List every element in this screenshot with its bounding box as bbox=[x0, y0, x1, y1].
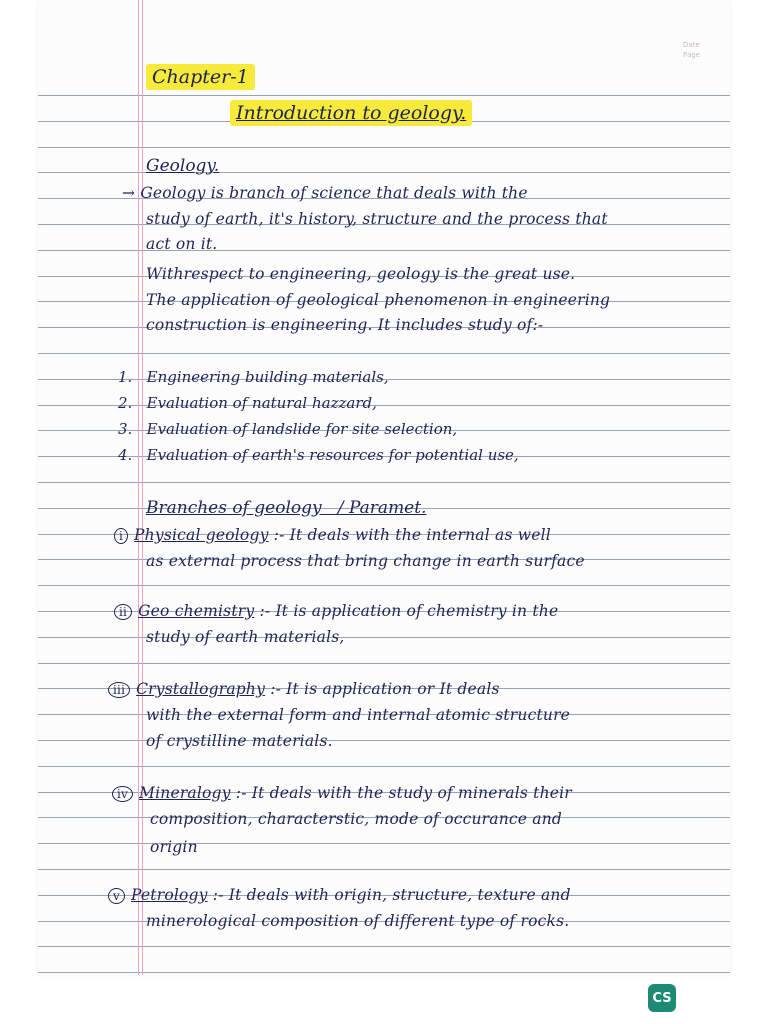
branches-heading-suffix: / Paramet. bbox=[337, 498, 427, 518]
geology-line-1: → Geology is branch of science that deals with the bbox=[122, 184, 528, 202]
list-text: Evaluation of earth's resources for potential use, bbox=[146, 446, 519, 464]
branch-line: :- It is application or It deals bbox=[265, 680, 500, 698]
branch-continuation: origin bbox=[150, 838, 198, 856]
branch-item-physical-geology bbox=[114, 526, 551, 544]
geology-line-6: construction is engineering. It includes study of:- bbox=[146, 316, 544, 334]
list-number: 1. bbox=[118, 368, 133, 386]
chapter-title bbox=[146, 66, 255, 88]
topic-title-text: Introduction to geology. bbox=[230, 100, 472, 126]
branches-heading bbox=[146, 498, 426, 518]
page-label: Page bbox=[683, 51, 700, 59]
list-number: 3. bbox=[118, 420, 133, 438]
geology-line-2: study of earth, it's history, structure and the process that bbox=[146, 210, 608, 228]
list-text: Engineering building materials, bbox=[146, 368, 389, 386]
list-item bbox=[118, 446, 519, 464]
branch-line: :- It is application of chemistry in the bbox=[254, 602, 559, 620]
branch-name: Geo chemistry bbox=[138, 602, 255, 620]
branch-name: Physical geology bbox=[134, 526, 269, 544]
branch-continuation: study of earth materials, bbox=[146, 628, 345, 646]
list-text: Evaluation of natural hazzard, bbox=[146, 394, 377, 412]
margin-line bbox=[138, 0, 139, 975]
branch-continuation: of crystilline materials. bbox=[146, 732, 333, 750]
branch-line: :- It deals with the study of minerals their bbox=[230, 784, 572, 802]
geology-line-5: The application of geological phenomenon in engineering bbox=[146, 291, 611, 309]
branch-line: :- It deals with the internal as well bbox=[268, 526, 551, 544]
branch-continuation: with the external form and internal atomic structure bbox=[146, 706, 571, 724]
roman-numeral-marker: v bbox=[108, 888, 125, 904]
roman-numeral-marker: iv bbox=[112, 786, 133, 802]
branch-item-petrology bbox=[108, 886, 571, 904]
geology-line-4: Withrespect to engineering, geology is the great use. bbox=[146, 265, 576, 283]
roman-numeral-marker: i bbox=[114, 528, 128, 544]
branch-name: Mineralogy bbox=[139, 784, 231, 802]
list-item bbox=[118, 394, 377, 412]
chapter-title-text: Chapter-1 bbox=[146, 64, 255, 90]
list-number: 4. bbox=[118, 446, 133, 464]
list-text: Evaluation of landslide for site selection, bbox=[146, 420, 458, 438]
list-item bbox=[118, 368, 389, 386]
date-label: Date bbox=[683, 41, 700, 49]
branches-heading-text: Branches of geology bbox=[146, 498, 322, 518]
list-number: 2. bbox=[118, 394, 133, 412]
roman-numeral-marker: iii bbox=[108, 682, 130, 698]
geology-heading: Geology. bbox=[146, 156, 220, 176]
list-item bbox=[118, 420, 457, 438]
topic-title bbox=[230, 102, 472, 124]
date-page-box bbox=[683, 40, 700, 60]
branch-line: :- It deals with origin, structure, texture and bbox=[207, 886, 571, 904]
notebook-page bbox=[38, 0, 730, 975]
branch-name: Petrology bbox=[130, 886, 208, 904]
branch-item-mineralogy bbox=[112, 784, 572, 802]
branch-continuation: as external process that bring change in earth surface bbox=[146, 552, 585, 570]
camscanner-logo: CS bbox=[648, 984, 676, 1012]
margin-line bbox=[142, 0, 143, 975]
geology-line-3: act on it. bbox=[146, 235, 218, 253]
branch-item-crystallography bbox=[108, 680, 500, 698]
branch-continuation: composition, characterstic, mode of occurance and bbox=[150, 810, 563, 828]
roman-numeral-marker: ii bbox=[114, 604, 132, 620]
branch-item-geo-chemistry bbox=[114, 602, 558, 620]
branch-continuation: minerological composition of different type of rocks. bbox=[146, 912, 570, 930]
branch-name: Crystallography bbox=[136, 680, 266, 698]
